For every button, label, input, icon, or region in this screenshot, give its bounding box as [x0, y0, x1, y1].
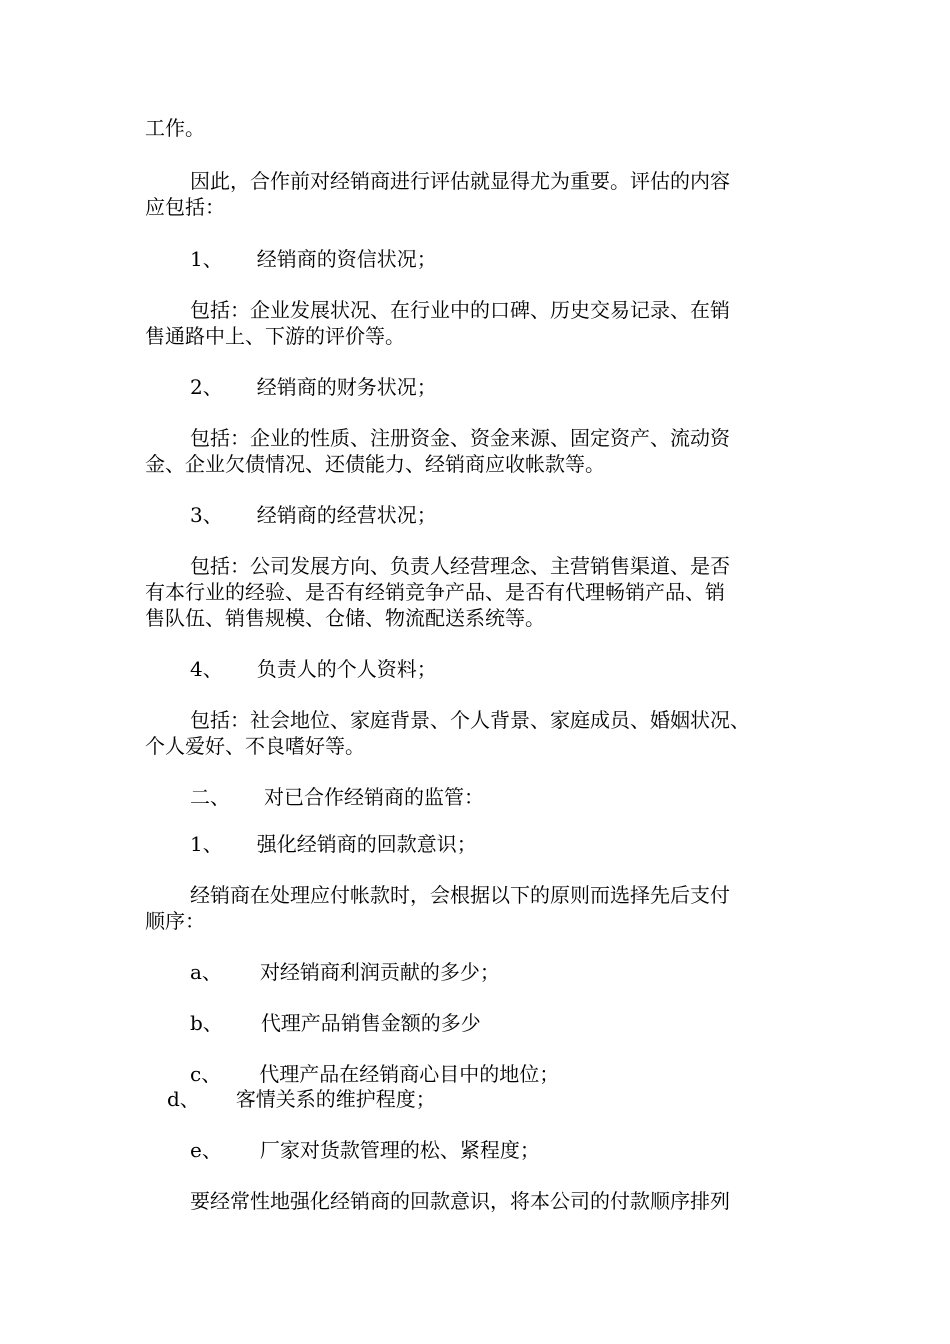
numbered-heading	[190, 246, 437, 272]
list-item	[167, 1086, 436, 1112]
item-number: 4、	[190, 657, 223, 681]
paragraph-line: 顺序：	[145, 909, 205, 933]
numbered-heading	[190, 831, 477, 857]
section-number: 二、	[190, 785, 230, 809]
list-item	[190, 1061, 559, 1087]
numbered-heading	[190, 502, 437, 528]
paragraph-line: 包括：企业的性质、注册资金、资金来源、固定资产、流动资	[190, 426, 730, 450]
paragraph-line: 包括：企业发展状况、在行业中的口碑、历史交易记录、在销	[190, 298, 730, 322]
item-letter: a、	[190, 960, 222, 984]
item-letter: b、	[190, 1011, 223, 1035]
item-text: 客情关系的维护程度；	[235, 1087, 436, 1111]
paragraph-line: 应包括：	[145, 195, 225, 219]
item-text: 代理产品在经销商心目中的地位；	[259, 1062, 560, 1086]
paragraph-line: 包括：社会地位、家庭背景、个人背景、家庭成员、婚姻状况、	[190, 708, 750, 732]
paragraph-line: 有本行业的经验、是否有经销竞争产品、是否有代理畅销产品、销	[145, 580, 725, 604]
list-item	[190, 1010, 481, 1036]
paragraph-line: 金、企业欠债情况、还债能力、经销商应收帐款等。	[145, 452, 605, 476]
item-text: 负责人的个人资料；	[256, 657, 437, 681]
item-text: 对经销商利润贡献的多少；	[259, 960, 500, 984]
list-item	[190, 1137, 540, 1163]
paragraph-line: 个人爱好、不良嗜好等。	[145, 734, 365, 758]
item-text: 代理产品销售金额的多少	[260, 1011, 481, 1035]
item-number: 1、	[190, 832, 223, 856]
item-text: 厂家对货款管理的松、紧程度；	[259, 1138, 540, 1162]
paragraph-line: 售队伍、销售规模、仓储、物流配送系统等。	[145, 606, 545, 630]
item-letter: e、	[190, 1138, 222, 1162]
paragraph-line: 经销商在处理应付帐款时，会根据以下的原则而选择先后支付	[190, 883, 730, 907]
paragraph-line: 工作。	[145, 116, 205, 140]
paragraph-line: 因此，合作前对经销商进行评估就显得尤为重要。评估的内容	[190, 169, 730, 193]
paragraph-line: 包括：公司发展方向、负责人经营理念、主营销售渠道、是否	[190, 554, 730, 578]
numbered-heading	[190, 656, 437, 682]
section-title: 对已合作经销商的监管：	[264, 785, 484, 809]
list-item	[190, 959, 500, 985]
item-letter: d、	[167, 1087, 200, 1111]
item-number: 2、	[190, 375, 223, 399]
section-heading	[190, 784, 484, 810]
item-text: 经销商的资信状况；	[256, 247, 437, 271]
item-number: 1、	[190, 247, 223, 271]
paragraph-line: 售通路中上、下游的评价等。	[145, 324, 405, 348]
paragraph-line: 要经常性地强化经销商的回款意识，将本公司的付款顺序排列	[190, 1189, 730, 1213]
item-text: 强化经销商的回款意识；	[256, 832, 477, 856]
item-text: 经销商的经营状况；	[256, 503, 437, 527]
item-letter: c、	[190, 1062, 222, 1086]
numbered-heading	[190, 374, 437, 400]
item-text: 经销商的财务状况；	[256, 375, 437, 399]
item-number: 3、	[190, 503, 223, 527]
